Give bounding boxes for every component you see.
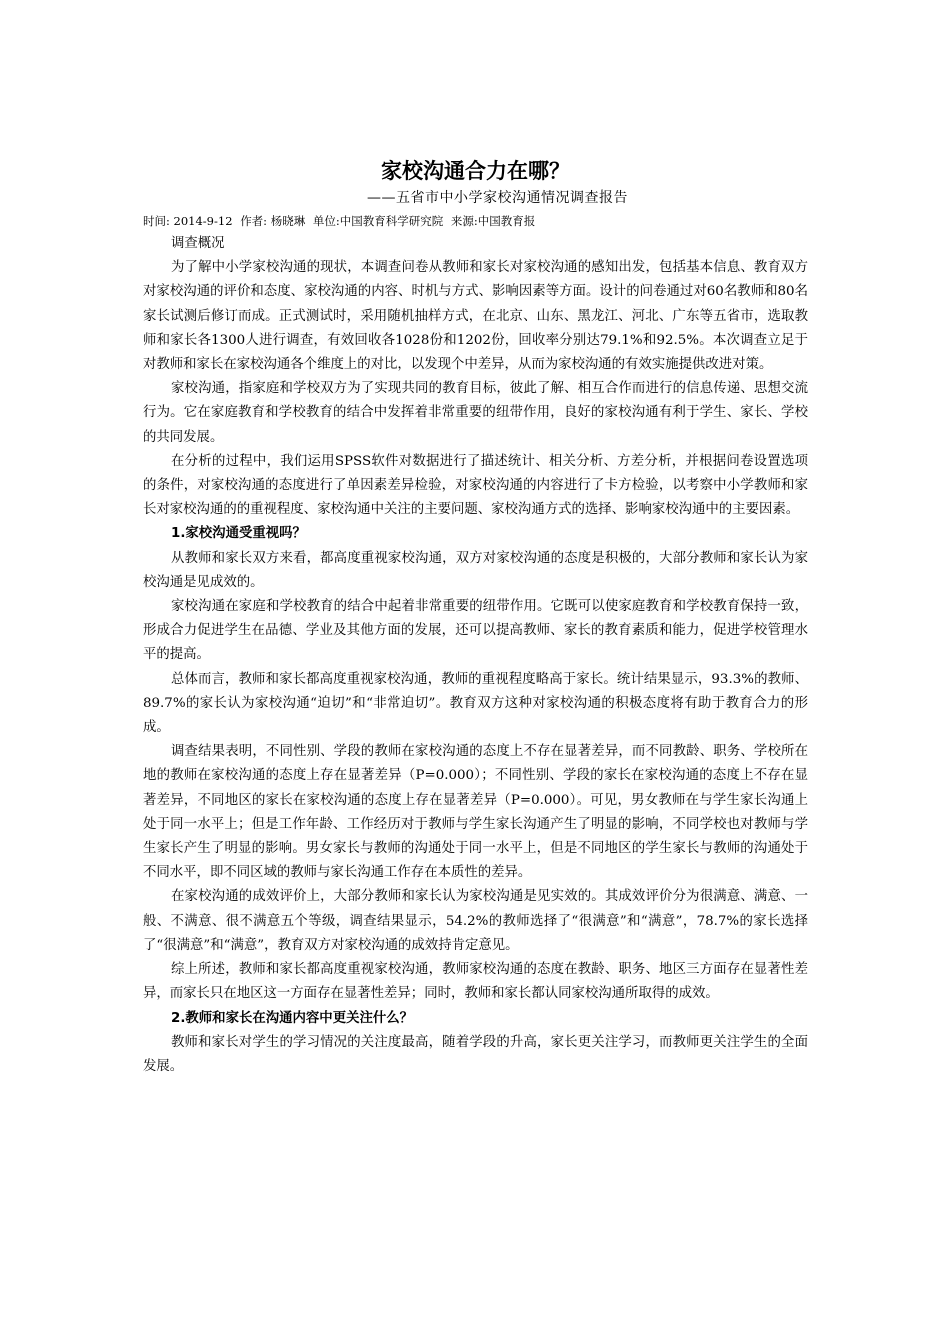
article-body (143, 157, 808, 1079)
meta-author: 作者: 杨晓琳 (240, 214, 306, 228)
section-heading-2: 2.教师和家长在沟通内容中更关注什么？ (171, 1010, 414, 1026)
section-label: 调查概况 (171, 236, 225, 251)
paragraph: 从教师和家长双方来看，都高度重视家校沟通，双方对家校沟通的态度是积极的，大部分教师和家长认为家校沟通是见成效的。 (143, 550, 808, 590)
paragraph: 总体而言，教师和家长都高度重视家校沟通，教师的重视程度略高于家长。统计结果显示，93.3%的教师、89.7%的家长认为家校沟通“迫切”和“非常迫切”。教育双方这种对家校沟通的积极态度将有助于教育合力的形成。 (143, 671, 808, 736)
paragraph: 教师和家长对学生的学习情况的关注度最高，随着学段的升高，家长更关注学习，而教师更关注学生的全面发展。 (143, 1034, 808, 1074)
meta-source: 来源:中国教育报 (450, 214, 536, 228)
paragraph: 调查结果表明，不同性别、学段的教师在家校沟通的态度上不存在显著差异，而不同教龄、职务、学校所在地的教师在家校沟通的态度上存在显著差异（P=0.000）；不同性别、学段的家长在家校沟通的态度上不存在显著差异，不同地区的家长在家校沟通的态度上存在显著差异（P=0.000）。可见，男女教师在与学生家长沟通上处于同一水平上；但是工作年龄、工作经历对于教师与学生家长沟通产生了明显的影响，不同学校也对教师与学生家长产生了明显的影响。男女家长与教师的沟通处于同一水平上，但是不同地区的学生家长与教师的沟通处于不同水平，即不同区域的教师与家长沟通工作存在本质性的差异。 (143, 744, 808, 881)
paragraph: 在分析的过程中，我们运用SPSS软件对数据进行了描述统计、相关分析、方差分析，并根据问卷设置选项的条件，对家校沟通的态度进行了单因素差异检验，对家校沟通的内容进行了卡方检验，以考察中小学教师和家长对家校沟通的的重视程度、家校沟通中关注的主要问题、家校沟通方式的选择、影响家校沟通中的主要因素。 (143, 453, 808, 518)
meta-unit: 单位:中国教育科学研究院 (312, 214, 444, 228)
article-meta (143, 211, 808, 231)
meta-time: 时间: 2014-9-12 (143, 214, 233, 228)
paragraph: 为了解中小学家校沟通的现状，本调查问卷从教师和家长对家校沟通的感知出发，包括基本信息、教育双方对家校沟通的评价和态度、家校沟通的内容、时机与方式、影响因素等方面。设计的问卷通过对60名教师和80名家长试测后修订而成。正式测试时，采用随机抽样方式，在北京、山东、黑龙江、河北、广东等五省市，选取教师和家长各1300人进行调查，有效回收各1028份和1202份，回收率分别达79.1%和92.5%。本次调查立足于对教师和家长在家校沟通各个维度上的对比，以发现个中差异，从而为家校沟通的有效实施提供改进对策。 (143, 260, 808, 373)
paragraph: 在家校沟通的成效评价上，大部分教师和家长认为家校沟通是见实效的。其成效评价分为很满意、满意、一般、不满意、很不满意五个等级，调查结果显示，54.2%的教师选择了“很满意”和“满意”，78.7%的家长选择了“很满意”和“满意”，教育双方对家校沟通的成效持肯定意见。 (143, 889, 808, 953)
article-title: 家校沟通合力在哪？ (381, 159, 570, 183)
paragraph: 家校沟通在家庭和学校教育的结合中起着非常重要的纽带作用。它既可以使家庭教育和学校教育保持一致，形成合力促进学生在品德、学业及其他方面的发展，还可以提高教师、家长的教育素质和能力，促进学校管理水平的提高。 (143, 599, 808, 663)
paragraph: 家校沟通，指家庭和学校双方为了实现共同的教育目标，彼此了解、相互合作而进行的信息传递、思想交流行为。它在家庭教育和学校教育的结合中发挥着非常重要的纽带作用，良好的家校沟通有利于学生、家长、学校的共同发展。 (143, 381, 808, 445)
section-heading-1: 1.家校沟通受重视吗？ (171, 526, 306, 542)
paragraph: 综上所述，教师和家长都高度重视家校沟通，教师家校沟通的态度在教龄、职务、地区三方面存在显著性差异，而家长只在地区这一方面存在显著性差异；同时，教师和家长都认同家校沟通所取得的成效。 (143, 962, 808, 1002)
article-subtitle: ——五省市中小学家校沟通情况调查报告 (367, 190, 628, 206)
